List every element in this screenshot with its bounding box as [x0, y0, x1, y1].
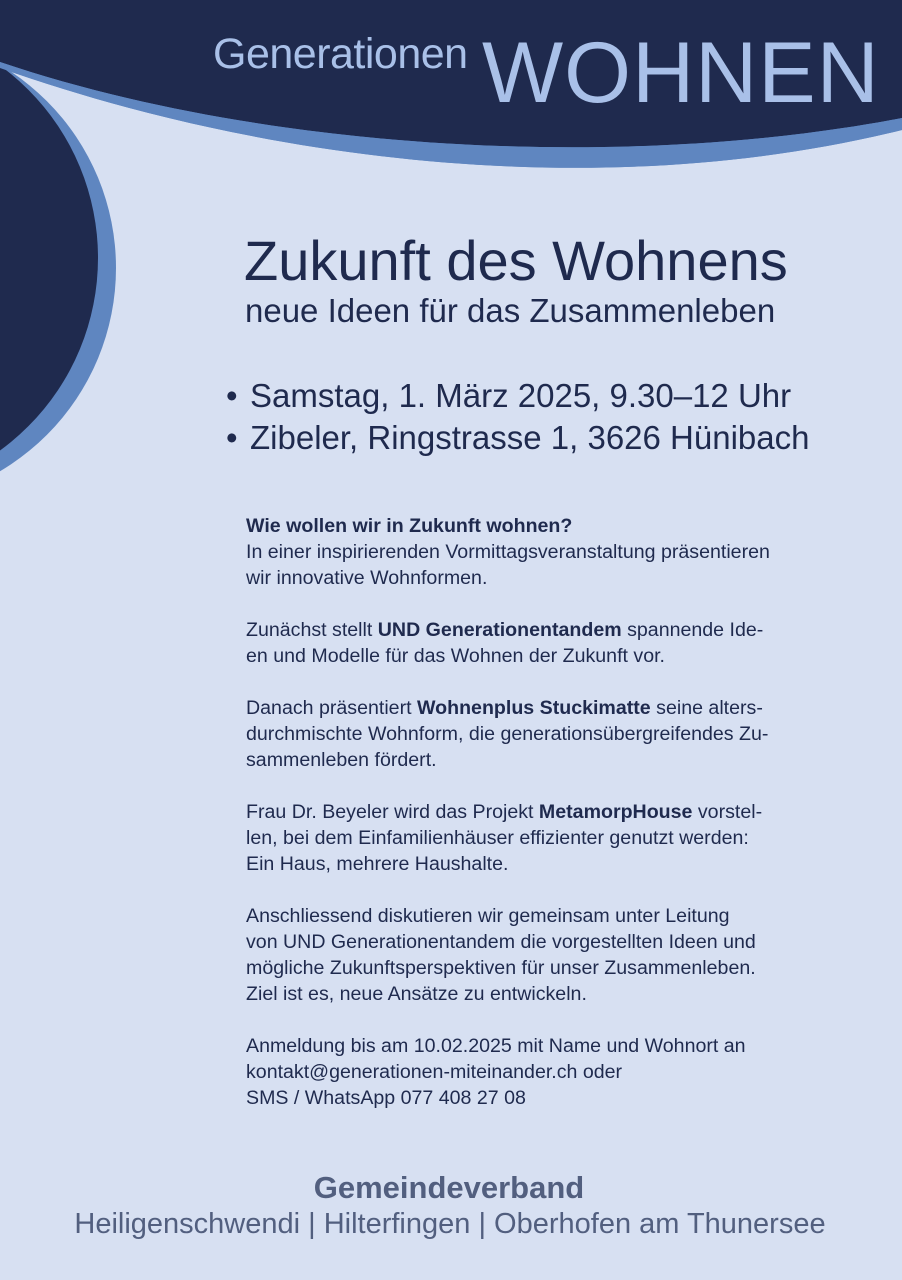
event-subtitle: neue Ideen für das Zusammenleben — [245, 292, 776, 329]
text-line: Danach präsentiert — [246, 697, 417, 719]
contact-phone: SMS / WhatsApp 077 408 27 08 — [246, 1087, 526, 1109]
paragraph-discussion — [246, 903, 836, 1007]
footer-org-members: Heiligenschwendi | Hilterfingen | Oberhofen am Thunersee — [74, 1208, 826, 1240]
text-line: sammenleben fördert. — [246, 749, 437, 771]
event-facts — [226, 375, 810, 459]
text-line: Ein Haus, mehrere Haushalte. — [246, 853, 509, 875]
text-line: Frau Dr. Beyeler wird das Projekt — [246, 801, 539, 823]
body-text — [246, 513, 836, 1137]
text-line: Anmeldung bis am 10.02.2025 mit Name und Wohnort an — [246, 1035, 746, 1057]
text-line: spannende Ide- — [621, 619, 764, 641]
bullet-icon: • — [226, 419, 238, 456]
fact-date-text: Samstag, 1. März 2025, 9.30–12 Uhr — [250, 377, 792, 414]
fact-date — [226, 375, 810, 417]
intro-heading: Wie wollen wir in Zukunft wohnen? — [246, 515, 573, 537]
footer-org-name: Gemeindeverband — [313, 1170, 585, 1205]
logo-wohnen: WOHNEN — [482, 25, 880, 121]
paragraph-stuckimatte — [246, 695, 836, 773]
paragraph-intro — [246, 513, 836, 591]
text-line: Anschliessend diskutieren wir gemeinsam unter Leitung — [246, 905, 730, 927]
text-line: Ziel ist es, neue Ansätze zu entwickeln. — [246, 983, 587, 1005]
paragraph-und — [246, 617, 836, 669]
org-wohnenplus-stuckimatte: Wohnenplus Stuckimatte — [417, 697, 651, 719]
text-line: Zunächst stellt — [246, 619, 378, 641]
text-line: seine alters- — [650, 697, 763, 719]
org-und-generationentandem: UND Generationentandem — [377, 619, 622, 641]
text-line: von UND Generationentandem die vorgestellten Ideen und — [246, 931, 756, 953]
text-line: In einer inspirierenden Vormittagsveranstaltung präsentieren — [246, 541, 770, 563]
text-line: en und Modelle für das Wohnen der Zukunft vor. — [246, 645, 665, 667]
logo-generationen: Generationen — [213, 30, 468, 78]
fact-location-text: Zibeler, Ringstrasse 1, 3626 Hünibach — [250, 419, 810, 456]
paragraph-registration — [246, 1033, 836, 1111]
project-metamorphouse: MetamorpHouse — [538, 801, 693, 823]
bullet-icon: • — [226, 377, 238, 414]
fact-location — [226, 417, 810, 459]
text-line: mögliche Zukunftsperspektiven für unser Zusammenleben. — [246, 957, 756, 979]
paragraph-metamorphouse — [246, 799, 836, 877]
text-line: len, bei dem Einfamilienhäuser effizienter genutzt werden: — [246, 827, 749, 849]
contact-email: kontakt@generationen-miteinander.ch oder — [246, 1061, 623, 1083]
text-line: wir innovative Wohnformen. — [246, 567, 488, 589]
event-title: Zukunft des Wohnens — [244, 229, 788, 292]
text-line: vorstel- — [692, 801, 763, 823]
text-line: durchmischte Wohnform, die generationsübergreifendes Zu- — [246, 723, 769, 745]
